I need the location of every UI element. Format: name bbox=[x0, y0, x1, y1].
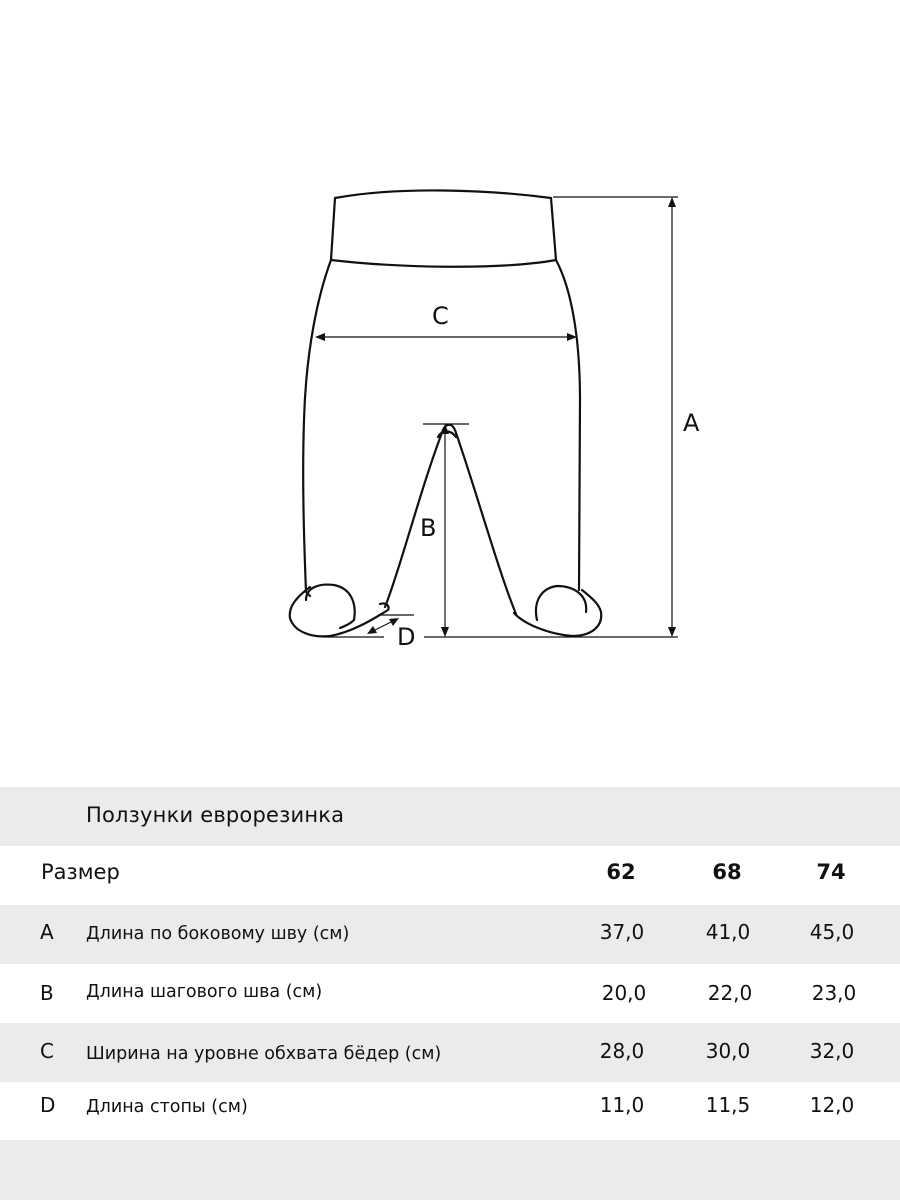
table-row-a bbox=[0, 905, 900, 964]
dimension-label-a: A bbox=[683, 409, 700, 437]
row-value-62: 20,0 bbox=[601, 981, 647, 1005]
row-value-68: 41,0 bbox=[705, 920, 751, 944]
row-value-74: 12,0 bbox=[809, 1093, 855, 1117]
dimension-c-arrow-left bbox=[315, 333, 325, 341]
left-bootie-toe bbox=[306, 585, 355, 628]
dimension-label-c: C bbox=[432, 302, 449, 330]
row-value-68: 11,5 bbox=[705, 1093, 751, 1117]
row-letter: A bbox=[40, 920, 54, 944]
row-value-62: 11,0 bbox=[599, 1093, 645, 1117]
dimension-a-arrow-bottom bbox=[668, 627, 676, 637]
dimension-d-line bbox=[373, 621, 393, 631]
table-header-row bbox=[0, 846, 900, 905]
row-letter: B bbox=[40, 981, 54, 1005]
table-footer-band bbox=[0, 1140, 900, 1200]
row-label: Ширина на уровне обхвата бёдер (см) bbox=[86, 1044, 442, 1064]
size-table bbox=[0, 787, 900, 1200]
row-value-74: 32,0 bbox=[809, 1039, 855, 1063]
size-header-74: 74 bbox=[816, 860, 846, 884]
table-title: Ползунки еврорезинка bbox=[86, 803, 345, 827]
table-row-d bbox=[0, 1082, 900, 1140]
table-row-b bbox=[0, 964, 900, 1023]
dimension-b-arrow-bottom bbox=[441, 627, 449, 637]
size-header-62: 62 bbox=[606, 860, 636, 884]
dimension-label-d: D bbox=[397, 623, 416, 651]
size-label: Размер bbox=[41, 860, 120, 884]
row-value-62: 28,0 bbox=[599, 1039, 645, 1063]
right-bootie bbox=[514, 590, 601, 636]
table-title-row bbox=[0, 787, 900, 846]
row-letter: D bbox=[40, 1093, 56, 1117]
row-letter: C bbox=[40, 1039, 54, 1063]
right-bootie-toe bbox=[536, 586, 586, 620]
size-header-68: 68 bbox=[712, 860, 742, 884]
row-label: Длина по боковому шву (см) bbox=[86, 924, 350, 944]
dimension-a-arrow-top bbox=[668, 197, 676, 207]
row-value-74: 45,0 bbox=[809, 920, 855, 944]
row-label: Длина шагового шва (см) bbox=[86, 982, 323, 1002]
dimension-label-b: B bbox=[420, 514, 437, 542]
row-value-68: 30,0 bbox=[705, 1039, 751, 1063]
row-label: Длина стопы (см) bbox=[86, 1097, 248, 1117]
table-row-c bbox=[0, 1023, 900, 1082]
row-value-68: 22,0 bbox=[707, 981, 753, 1005]
row-value-74: 23,0 bbox=[811, 981, 857, 1005]
waistband bbox=[331, 190, 556, 266]
row-value-62: 37,0 bbox=[599, 920, 645, 944]
